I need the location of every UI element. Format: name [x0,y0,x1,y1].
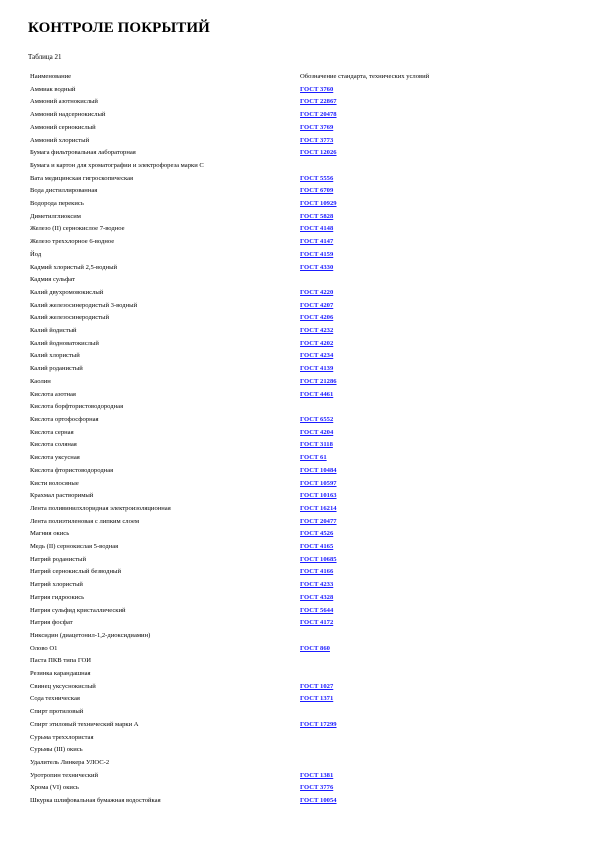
table-row [30,706,500,719]
standard-cell [300,262,500,275]
standard-cell [300,350,500,363]
standard-cell [300,490,500,503]
table-row [30,439,500,452]
material-name: Вода дистиллированная [30,187,98,195]
standard-cell [300,389,500,402]
table-row [30,630,500,643]
table-row [30,490,500,503]
column-header-name: Наименование [30,73,72,80]
material-name: Калий двухромовокислый [30,288,104,296]
gost-standard-link[interactable]: ГОСТ 3769 [300,123,334,131]
material-name: Спирт протиловый [30,708,84,716]
gost-standard-link[interactable]: ГОСТ 3776 [300,784,334,792]
table-row [30,770,500,783]
material-name: Аммоний надсернокислый [30,111,106,119]
table-row [30,744,500,757]
material-name: Калий железосинеродистый 3-водный [30,301,138,309]
standard-cell [300,554,500,567]
standard-cell [300,185,500,198]
table-row [30,300,500,313]
standard-cell [300,719,500,732]
gost-standard-link[interactable]: ГОСТ 860 [300,644,330,652]
standard-cell [300,363,500,376]
standard-cell [300,528,500,541]
table-row [30,262,500,275]
gost-standard-link[interactable]: ГОСТ 4232 [300,327,334,335]
standard-cell [300,770,500,783]
gost-standard-link[interactable]: ГОСТ 6552 [300,415,334,423]
table-body [30,71,500,808]
table-row [30,274,500,287]
gost-standard-link[interactable]: ГОСТ 1381 [300,771,334,779]
table-row [30,681,500,694]
table-row [30,516,500,529]
material-name: Крахмал растворимый [30,492,94,500]
material-name: Диметилглиоксим [30,212,81,220]
gost-standard-link[interactable]: ГОСТ 17299 [300,720,337,728]
standard-cell [300,173,500,186]
gost-standard-link[interactable]: ГОСТ 5644 [300,606,334,614]
material-name: Железо треххлорное 6-водное [30,238,115,246]
table-row [30,376,500,389]
gost-standard-link[interactable]: ГОСТ 4159 [300,250,334,258]
page-title: КОНТРОЛЕ ПОКРЫТИЙ [28,20,210,36]
standard-cell [300,541,500,554]
table-row [30,96,500,109]
standard-cell [300,732,500,745]
table-row [30,198,500,211]
material-name: Сурьмы (III) окись [30,746,83,754]
table-row [30,363,500,376]
standard-cell [300,465,500,478]
table-row [30,338,500,351]
gost-standard-link[interactable]: ГОСТ 10484 [300,466,337,474]
standard-cell [300,566,500,579]
standard-cell [300,249,500,262]
gost-standard-link[interactable]: ГОСТ 61 [300,454,327,462]
standard-cell [300,401,500,414]
standard-cell [300,312,500,325]
material-name: Натрий сернокислый безводный [30,568,121,576]
standard-cell [300,198,500,211]
material-name: Кислота уксусная [30,454,80,462]
material-name: Кислота азотная [30,390,76,398]
material-name: Уротропин технический [30,771,99,779]
material-name: Бумага фильтровальная лабораторная [30,149,136,157]
standard-cell [300,325,500,338]
table-row [30,732,500,745]
gost-standard-link[interactable]: ГОСТ 4204 [300,428,334,436]
table-row [30,312,500,325]
table-row [30,643,500,656]
material-name: Медь (II) сернокислая 5-водная [30,543,119,551]
material-name: Паста ПКВ типа ГОИ [30,657,92,665]
material-name: Натрий роданистый [30,555,86,563]
standard-cell [300,300,500,313]
table-caption: Таблица 21 [28,53,62,61]
material-name: Хрома (VI) окись [30,784,79,792]
standard-cell [300,109,500,122]
material-name: Аммоний сернокислый [30,123,96,131]
gost-standard-link[interactable]: ГОСТ 4233 [300,581,334,589]
standard-cell [300,478,500,491]
gost-standard-link[interactable]: ГОСТ 10929 [300,200,337,208]
standard-cell [300,693,500,706]
gost-standard-link[interactable]: ГОСТ 4328 [300,593,334,601]
material-name: Кадмий хлористый 2,5-водный [30,263,118,271]
table-row [30,84,500,97]
standard-cell [300,236,500,249]
material-name: Лента поливинилхлоридная электроизоляционная [30,504,171,512]
table-row [30,211,500,224]
standard-cell [300,782,500,795]
table-row [30,389,500,402]
material-name: Бумага и картон для хроматографии и электрофореза марки С [30,161,204,169]
standard-cell [300,135,500,148]
gost-standard-link[interactable]: ГОСТ 3773 [300,136,334,144]
standard-cell [300,338,500,351]
gost-standard-link[interactable]: ГОСТ 1027 [300,682,334,690]
standard-cell [300,630,500,643]
gost-standard-link[interactable]: ГОСТ 4206 [300,314,334,322]
gost-standard-link[interactable]: ГОСТ 3760 [300,85,334,93]
gost-standard-link[interactable]: ГОСТ 4207 [300,301,334,309]
material-name: Магния окись [30,530,70,538]
material-name: Кислота серная [30,428,74,436]
gost-standard-link[interactable]: ГОСТ 10597 [300,479,337,487]
standard-cell [300,160,500,173]
material-name: Натрий хлористый [30,581,83,589]
table-row [30,719,500,732]
table-row [30,135,500,148]
table-row [30,757,500,770]
standard-cell [300,452,500,465]
table-row [30,427,500,440]
material-name: Резинка карандашная [30,670,91,678]
gost-standard-link[interactable]: ГОСТ 10685 [300,555,337,563]
table-row [30,160,500,173]
gost-standard-link[interactable]: ГОСТ 4172 [300,619,334,627]
material-name: Спирт этиловый технический марки А [30,720,139,728]
table-header-row [30,71,500,84]
standard-cell [300,287,500,300]
material-name: Сода техническая [30,695,80,703]
material-name: Калий роданистый [30,365,83,373]
material-name: Аммоний азотнокислый [30,98,98,106]
table-row [30,617,500,630]
standard-cell [300,579,500,592]
material-name: Аммоний хлористый [30,136,90,144]
gost-standard-link[interactable]: ГОСТ 4147 [300,238,334,246]
material-name: Йод [30,250,42,258]
standard-cell [300,122,500,135]
material-name: Кислота фтористоводородная [30,466,114,474]
standard-cell [300,795,500,808]
table-row [30,541,500,554]
material-name: Кадмия сульфат [30,276,76,284]
gost-standard-link[interactable]: ГОСТ 16214 [300,504,337,512]
material-name: Калий йодистый [30,327,77,335]
table-row [30,478,500,491]
gost-standard-link[interactable]: ГОСТ 12026 [300,149,337,157]
material-name: Кислота ортофосфорная [30,415,99,423]
table-row [30,185,500,198]
table-row [30,782,500,795]
material-name: Удалитель Линкера УЛОС-2 [30,758,110,766]
standard-cell [300,655,500,668]
gost-standard-link[interactable]: ГОСТ 5828 [300,212,334,220]
table-row [30,147,500,160]
table-row [30,795,500,808]
table-row [30,605,500,618]
standard-cell [300,147,500,160]
gost-standard-link[interactable]: ГОСТ 4148 [300,225,334,233]
column-header-standard: Обозначение стандарта, технических условий [300,73,430,80]
standard-cell [300,439,500,452]
material-name: Сурьма треххлористая [30,733,94,741]
gost-standard-link[interactable]: ГОСТ 4234 [300,352,334,360]
gost-standard-link[interactable]: ГОСТ 4166 [300,568,334,576]
table-row [30,249,500,262]
table-row [30,503,500,516]
table-row [30,109,500,122]
table-row [30,122,500,135]
table-row [30,579,500,592]
material-name: Калий железосинеродистый [30,314,109,322]
gost-standard-link[interactable]: ГОСТ 20478 [300,111,337,119]
gost-standard-link[interactable]: ГОСТ 4165 [300,543,334,551]
standard-cell [300,668,500,681]
standard-cell [300,414,500,427]
standard-cell [300,643,500,656]
material-name: Каолин [30,377,51,385]
material-name: Свинец уксуснокислый [30,682,96,690]
standard-cell [300,516,500,529]
gost-standard-link[interactable]: ГОСТ 20477 [300,517,337,525]
gost-standard-link[interactable]: ГОСТ 1371 [300,695,334,703]
table-row [30,452,500,465]
standard-cell [300,96,500,109]
material-name: Железо (II) сернокислое 7-водное [30,225,125,233]
standard-cell [300,376,500,389]
table-row [30,223,500,236]
gost-standard-link[interactable]: ГОСТ 4526 [300,530,334,538]
standard-cell [300,757,500,770]
table-row [30,566,500,579]
table-row [30,173,500,186]
standard-cell [300,211,500,224]
standard-cell [300,84,500,97]
material-name: Калий йодноватокислый [30,339,99,347]
gost-standard-link[interactable]: ГОСТ 4220 [300,288,334,296]
reagents-table [30,71,500,808]
table-row [30,655,500,668]
gost-standard-link[interactable]: ГОСТ 4461 [300,390,334,398]
table-row [30,236,500,249]
standard-cell [300,706,500,719]
material-name: Кисти волосяные [30,479,79,487]
standard-cell [300,427,500,440]
gost-standard-link[interactable]: ГОСТ 4139 [300,365,334,373]
gost-standard-link[interactable]: ГОСТ 6709 [300,187,334,195]
material-name: Лента полиэтиленовая с липким слоем [30,517,140,525]
standard-cell [300,605,500,618]
table-row [30,592,500,605]
gost-standard-link[interactable]: ГОСТ 3118 [300,441,333,449]
material-name: Натрия фосфат [30,619,73,627]
standard-cell [300,744,500,757]
material-name: Кислота борфтористоводородная [30,403,124,411]
material-name: Вата медицинская гигроскопическая [30,174,134,182]
material-name: Натрия сульфид кристаллический [30,606,126,614]
table-row [30,668,500,681]
material-name: Кислота соляная [30,441,77,449]
standard-cell [300,274,500,287]
gost-standard-link[interactable]: ГОСТ 4330 [300,263,334,271]
table-row [30,528,500,541]
standard-cell [300,617,500,630]
gost-standard-link[interactable]: ГОСТ 21286 [300,377,337,385]
standard-cell [300,223,500,236]
table-row [30,693,500,706]
table-row [30,350,500,363]
material-name: Олово О1 [30,644,58,652]
table-row [30,465,500,478]
table-row [30,554,500,567]
gost-standard-link[interactable]: ГОСТ 10163 [300,492,337,500]
table-row [30,414,500,427]
material-name: Натрия гидроокись [30,593,85,601]
material-name: Никсидин (диацетонил-1,2-диоксидиамин) [30,631,151,639]
table-row [30,325,500,338]
gost-standard-link[interactable]: ГОСТ 5556 [300,174,334,182]
standard-cell [300,681,500,694]
material-name: Калий хлористый [30,352,80,360]
material-name: Шкурка шлифовальная бумажная водостойкая [30,797,161,805]
table-row [30,287,500,300]
material-name: Водорода перекись [30,200,84,208]
material-name: Аммиак водный [30,85,76,93]
standard-cell [300,503,500,516]
gost-standard-link[interactable]: ГОСТ 4202 [300,339,334,347]
table-row [30,401,500,414]
gost-standard-link[interactable]: ГОСТ 10054 [300,797,337,805]
gost-standard-link[interactable]: ГОСТ 22867 [300,98,337,106]
standard-cell [300,592,500,605]
